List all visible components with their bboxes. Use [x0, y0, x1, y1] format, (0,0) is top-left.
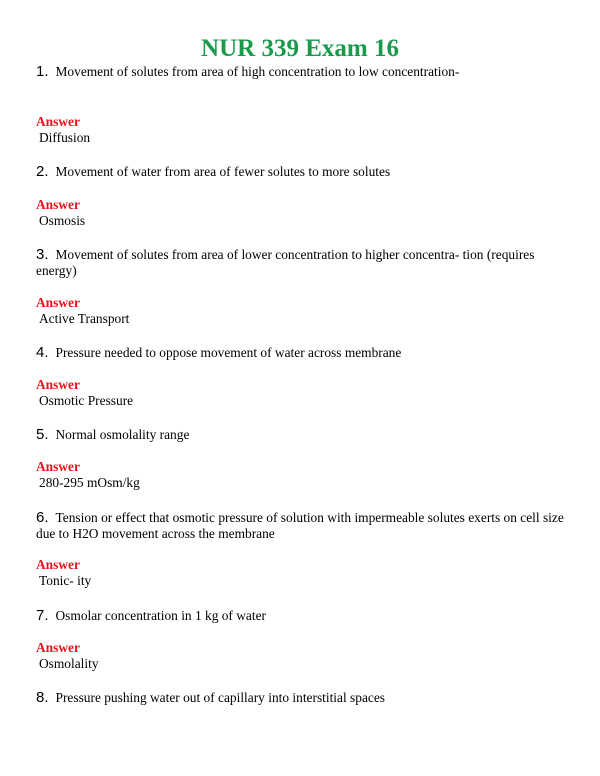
question-text: Pressure needed to oppose movement of water across membrane — [55, 345, 402, 360]
question-number: 5. — [36, 426, 49, 443]
question — [36, 164, 566, 180]
question-text: Movement of water from area of fewer solutes to more solutes — [55, 164, 391, 179]
answer-block — [36, 114, 566, 146]
question — [36, 64, 566, 80]
answer-block — [36, 459, 566, 491]
answer-block — [36, 295, 566, 327]
question-number: 4. — [36, 344, 49, 361]
question-number: 8. — [36, 689, 49, 706]
qa-item — [36, 345, 566, 361]
qa-item — [36, 427, 566, 443]
question — [36, 608, 566, 624]
question-text: Tension or effect that osmotic pressure of solution with impermeable solutes exerts on cell size due to H2O movement across the membrane — [36, 510, 564, 541]
answer-text: Osmotic Pressure — [39, 393, 134, 408]
answer-label: Answer — [36, 114, 80, 129]
answer-label: Answer — [36, 459, 80, 474]
answer-label: Answer — [36, 295, 80, 310]
answer-label: Answer — [36, 197, 80, 212]
question-text: Osmolar concentration in 1 kg of water — [55, 608, 266, 623]
answer-text: Diffusion — [39, 130, 91, 145]
answer-block — [36, 557, 566, 589]
question-number: 7. — [36, 607, 49, 624]
question — [36, 247, 566, 279]
qa-item — [36, 608, 566, 624]
qa-item — [36, 510, 566, 542]
question-number: 2. — [36, 163, 49, 180]
question-number: 1. — [36, 63, 49, 80]
answer-label: Answer — [36, 557, 80, 572]
answer-block — [36, 640, 566, 672]
question-text: Pressure pushing water out of capillary into interstitial spaces — [55, 690, 385, 705]
question-text: Movement of solutes from area of lower concentration to higher concentra- tion (requires energy) — [36, 247, 535, 278]
question-number: 3. — [36, 246, 49, 263]
answer-text: Active Transport — [39, 311, 130, 326]
answer-text: Osmosis — [39, 213, 86, 228]
answer-label: Answer — [36, 640, 80, 655]
qa-item — [36, 690, 566, 706]
qa-item — [36, 164, 566, 180]
answer-text: Osmolality — [39, 656, 99, 671]
answer-block — [36, 377, 566, 409]
page-title: NUR 339 Exam 16 — [201, 35, 399, 62]
qa-item — [36, 247, 566, 279]
qa-item — [36, 64, 566, 80]
question — [36, 345, 566, 361]
question — [36, 690, 566, 706]
question-text: Normal osmolality range — [55, 427, 190, 442]
question-text: Movement of solutes from area of high concentration to low concentration- — [55, 64, 460, 79]
answer-text: 280-295 mOsm/kg — [39, 475, 140, 490]
question-number: 6. — [36, 509, 49, 526]
answer-block — [36, 197, 566, 229]
question — [36, 510, 566, 542]
answer-label: Answer — [36, 377, 80, 392]
answer-text: Tonic- ity — [39, 573, 92, 588]
question — [36, 427, 566, 443]
